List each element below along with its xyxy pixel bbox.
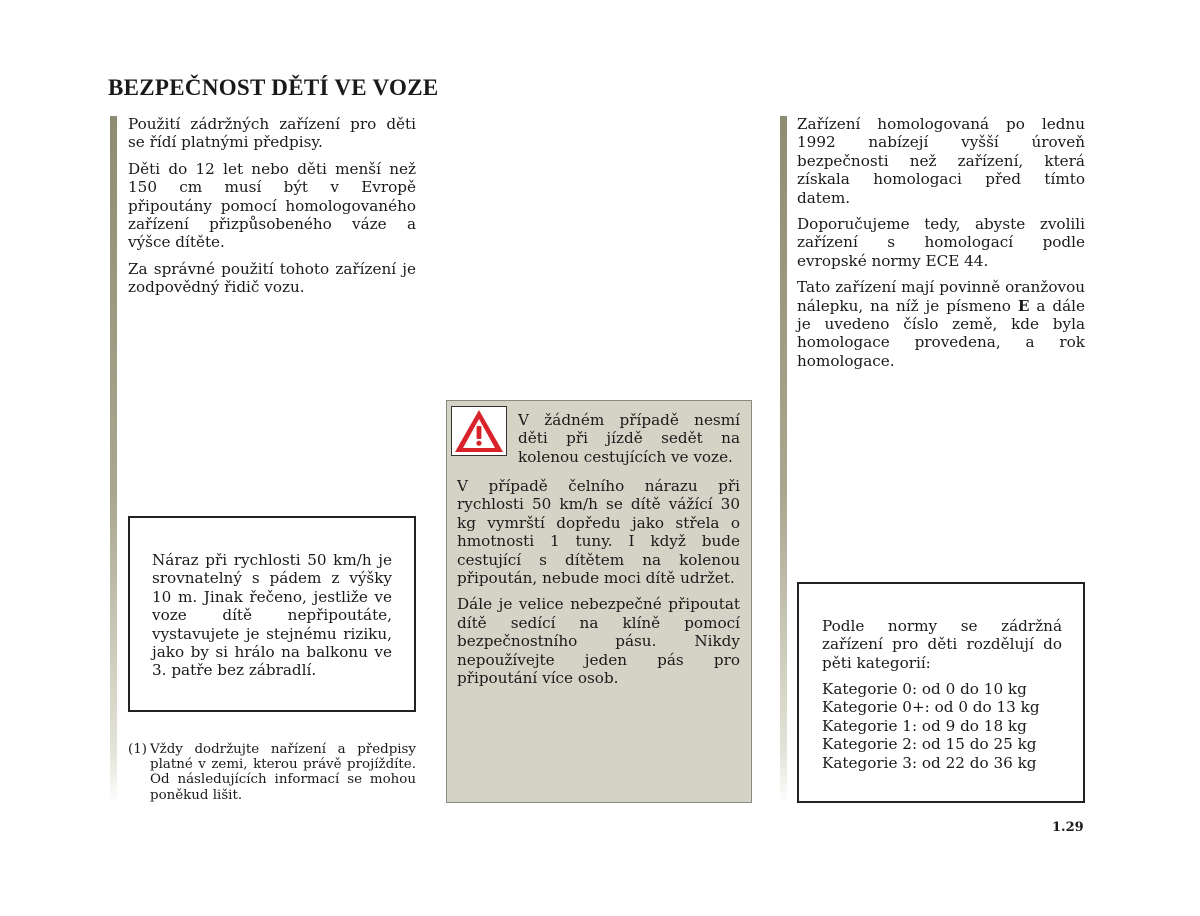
- right-paragraph-2: Doporučujeme tedy, abyste zvolili zařízení s homologací podle evropské normy ECE 44.: [797, 215, 1085, 270]
- right-margin-bar: [780, 116, 787, 806]
- left-paragraph-1: Použití zádržných zařízení pro děti se řídí platnými předpisy.: [128, 115, 416, 152]
- category-item: Kategorie 2: od 15 do 25 kg: [822, 735, 1037, 754]
- warning-headline: V žádném případě nesmí děti při jízdě sedět na kolenou cestujících ve voze.: [518, 411, 740, 466]
- left-margin-bar: [110, 116, 117, 806]
- footnote-marker: (1): [128, 742, 147, 757]
- categories-box: [797, 582, 1085, 803]
- warning-box: [446, 400, 752, 803]
- footnote-text: Vždy dodržujte nařízení a předpisy platné v zemi, kterou právě projíždíte. Od následujících informací se mohou poněkud lišit.: [150, 742, 416, 803]
- category-item: Kategorie 1: od 9 do 18 kg: [822, 716, 1027, 735]
- left-paragraph-2: Děti do 12 let nebo děti menší než 150 cm musí být v Evropě připoutány pomocí homologovaného zařízení přizpůsobeného váze a výšce dítěte.: [128, 159, 416, 252]
- page-title: BEZPEČNOST DĚTÍ VE VOZE: [108, 75, 439, 100]
- footnote: [128, 742, 416, 803]
- warning-triangle-icon: [451, 406, 507, 456]
- warning-body: [457, 477, 740, 695]
- categories-intro: Podle normy se zádržná zařízení pro děti rozdělují do pěti kategorií:: [822, 617, 1062, 672]
- categories-list: [822, 680, 1062, 772]
- left-paragraph-3: Za správné použití tohoto zařízení je zodpovědný řidič vozu.: [128, 259, 416, 297]
- left-column: [128, 115, 416, 305]
- warning-paragraph-2: Dále je velice nebezpečné připoutat dítě sedící na klíně pomocí bezpečnostního pásu. Nikdy nepoužívejte jeden pás pro připoutání více osob.: [457, 595, 740, 688]
- letter-e: E: [1017, 296, 1030, 315]
- impact-comparison-box: [128, 516, 416, 712]
- warning-paragraph-1: V případě čelního nárazu při rychlosti 50 km/h se dítě vážící 30 kg vymrští dopředu jako střela o hmotnosti 1 tuny. I když bude cestující s dítětem na kolenou připoután, nebude moci dítě udržet.: [457, 477, 740, 588]
- right-column: [797, 115, 1085, 378]
- impact-comparison-text: Náraz při rychlosti 50 km/h je srovnatelný s pádem z výšky 10 m. Jinak řečeno, jestliže ve voze dítě nepřipoutáte, vystavujete je stejnému riziku, jako by si hrálo na balkonu ve 3. patře bez zábradlí.: [152, 551, 392, 680]
- right-paragraph-1: Zařízení homologovaná po lednu 1992 nabízejí vyšší úroveň bezpečnosti než zařízení, která získala homologaci před tímto datem.: [797, 115, 1085, 207]
- category-item: Kategorie 0+: od 0 do 13 kg: [822, 698, 1040, 717]
- page-number: 1.29: [1052, 820, 1084, 835]
- category-item: Kategorie 3: od 22 do 36 kg: [822, 753, 1037, 772]
- category-item: Kategorie 0: od 0 do 10 kg: [822, 680, 1027, 698]
- right-paragraph-3: Tato zařízení mají povinně oranžovou nálepku, na níž je písmeno E a dále je uvedeno číslo země, kde byla homologace provedena, a rok homologace.: [797, 278, 1085, 370]
